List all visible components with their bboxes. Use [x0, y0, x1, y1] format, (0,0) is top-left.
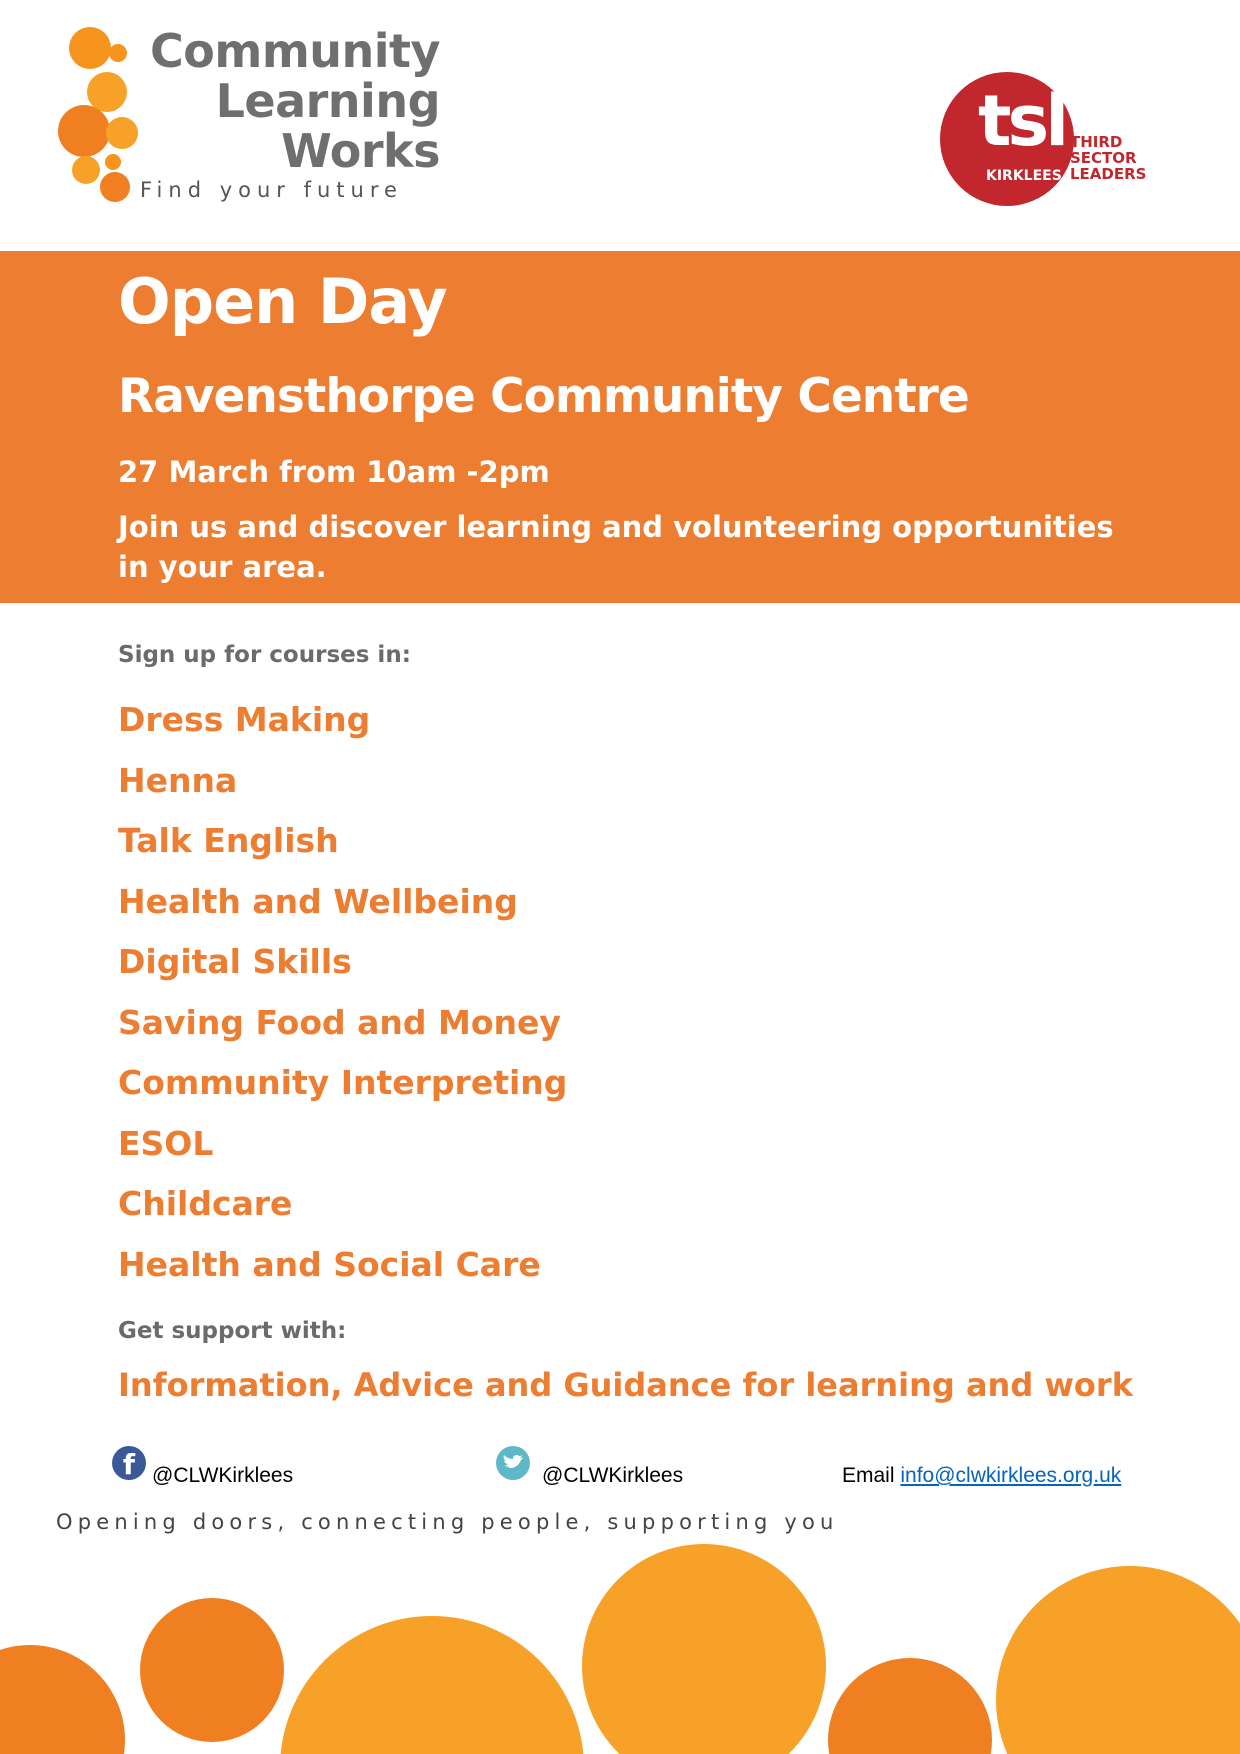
clw-bubbles-icon [58, 26, 148, 206]
list-item: Talk English [118, 821, 339, 860]
event-title: Open Day [118, 265, 447, 338]
support-item: Information, Advice and Guidance for learning and work [118, 1366, 1133, 1404]
facebook-handle[interactable]: @CLWKirklees [152, 1464, 294, 1487]
list-item: Health and Social Care [118, 1244, 541, 1284]
facebook-icon[interactable]: f [112, 1446, 146, 1480]
footer-tagline: Opening doors, connecting people, supporting you [56, 1510, 839, 1534]
clw-logo [58, 26, 438, 206]
courses-label: Sign up for courses in: [118, 642, 411, 668]
event-banner [0, 251, 1240, 603]
tsl-logo [940, 72, 1147, 212]
clw-tagline: Find your future [140, 178, 403, 202]
tsl-wordmark: tsl [978, 80, 1066, 162]
list-item: Henna [118, 760, 238, 800]
list-item: Saving Food and Money [118, 1002, 561, 1042]
support-label: Get support with: [118, 1318, 347, 1344]
email-contact [842, 1464, 1121, 1488]
email-label: Email [842, 1464, 895, 1487]
twitter-icon[interactable] [496, 1446, 530, 1480]
list-item: ESOL [118, 1123, 214, 1163]
decorative-circles [0, 1540, 1240, 1754]
event-venue: Ravensthorpe Community Centre [118, 369, 969, 424]
tsl-side-text: THIRD SECTOR LEADERS [1070, 133, 1147, 183]
event-date: 27 March from 10am -2pm [118, 455, 550, 489]
twitter-handle[interactable]: @CLWKirklees [542, 1464, 684, 1487]
email-link[interactable]: info@clwkirklees.org.uk [900, 1464, 1122, 1487]
course-list [118, 700, 567, 1305]
list-item: Health and Wellbeing [118, 881, 518, 921]
list-item: Dress Making [118, 700, 371, 739]
clw-wordmark: Community Learning Works [150, 24, 440, 178]
list-item: Childcare [118, 1184, 293, 1223]
list-item: Community Interpreting [118, 1063, 568, 1102]
tsl-kirklees: KIRKLEES [986, 168, 1062, 184]
list-item: Digital Skills [118, 942, 352, 981]
event-blurb: Join us and discover learning and volunteering opportunities in your area. [118, 510, 1114, 584]
twitter-bird-icon [496, 1446, 530, 1480]
